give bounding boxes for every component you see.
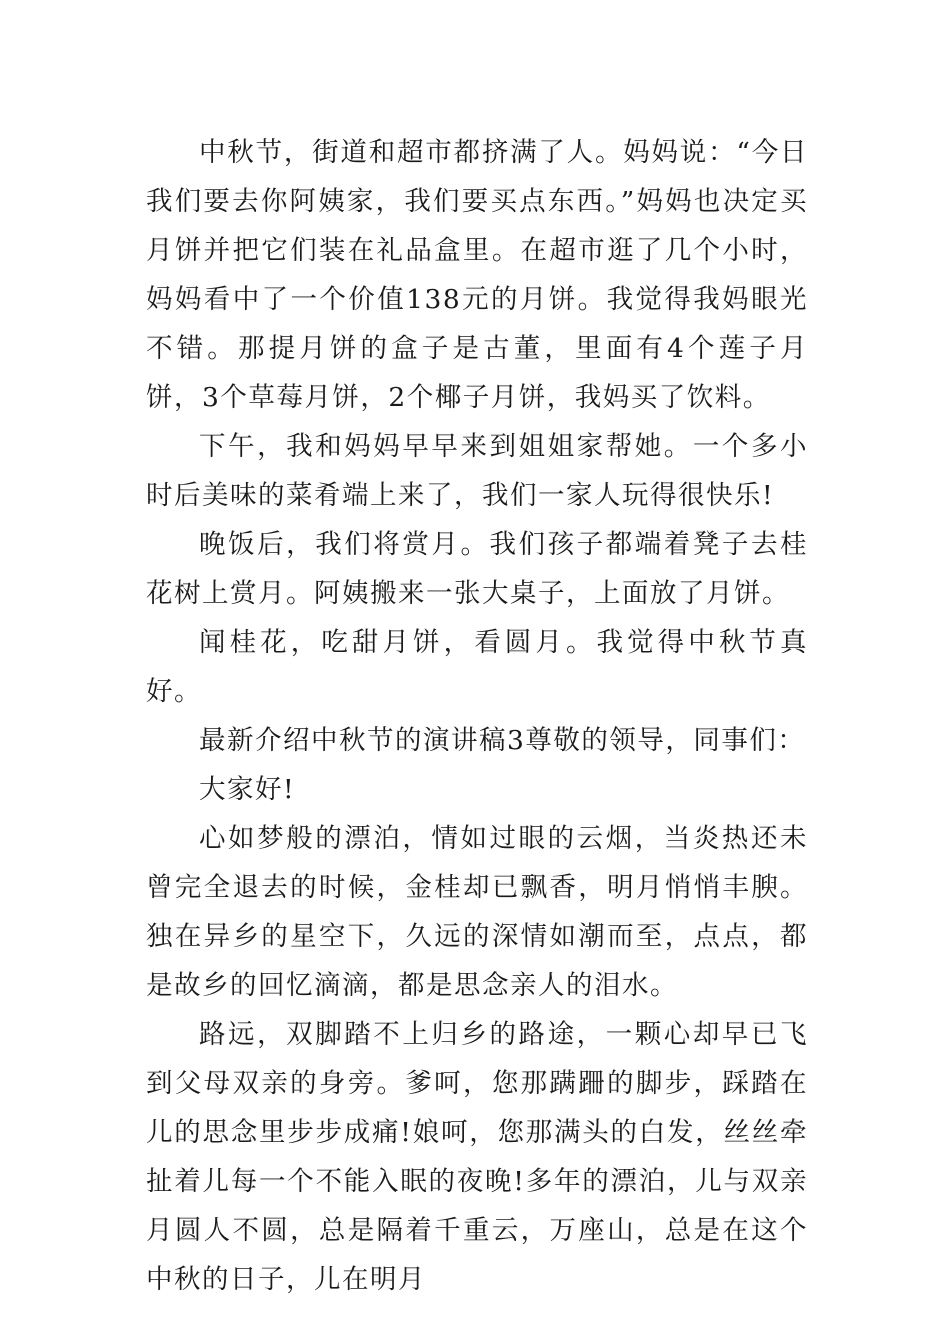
document-body (146, 128, 808, 1304)
paragraph-shopping: 中秋节，街道和超市都挤满了人。妈妈说：“今日我们要去你阿姨家，我们要买点东西。”妈妈也决定买月饼并把它们装在礼品盒里。在超市逛了几个小时，妈妈看中了一个价值138元的月饼。我觉得我妈眼光不错。那提月饼的盒子是古董，里面有4个莲子月饼，3个草莓月饼，2个椰子月饼，我妈买了饮料。 (146, 137, 808, 413)
paragraph-heart-drifting: 心如梦般的漂泊，情如过眼的云烟，当炎热还未曾完全退去的时候，金桂却已飘香，明月悄悄丰腴。独在异乡的星空下，久远的深情如潮而至，点点，都是故乡的回忆滴滴，都是思念亲人的泪水。 (146, 823, 808, 1001)
paragraph-road-far: 路远，双脚踏不上归乡的路途，一颗心却早已飞到父母双亲的身旁。爹呵，您那蹒跚的脚步，踩踏在儿的思念里步步成痛!娘呵，您那满头的白发，丝丝牵扯着儿每一个不能入眠的夜晚!多年的漂泊，儿与双亲月圆人不圆，总是隔着千重云，万座山，总是在这个中秋的日子，儿在明月 (146, 1019, 808, 1295)
paragraph-osmanthus: 闻桂花，吃甜月饼，看圆月。我觉得中秋节真好。 (146, 627, 808, 707)
paragraph-greeting: 大家好! (199, 774, 296, 805)
paragraph-dinner: 晚饭后，我们将赏月。我们孩子都端着凳子去桂花树上赏月。阿姨搬来一张大桌子，上面放了月饼。 (146, 529, 808, 609)
paragraph-afternoon: 下午，我和妈妈早早来到姐姐家帮她。一个多小时后美味的菜肴端上来了，我们一家人玩得很快乐! (146, 431, 808, 511)
paragraph-speech-heading: 最新介绍中秋节的演讲稿3尊敬的领导，同事们： (199, 725, 806, 756)
